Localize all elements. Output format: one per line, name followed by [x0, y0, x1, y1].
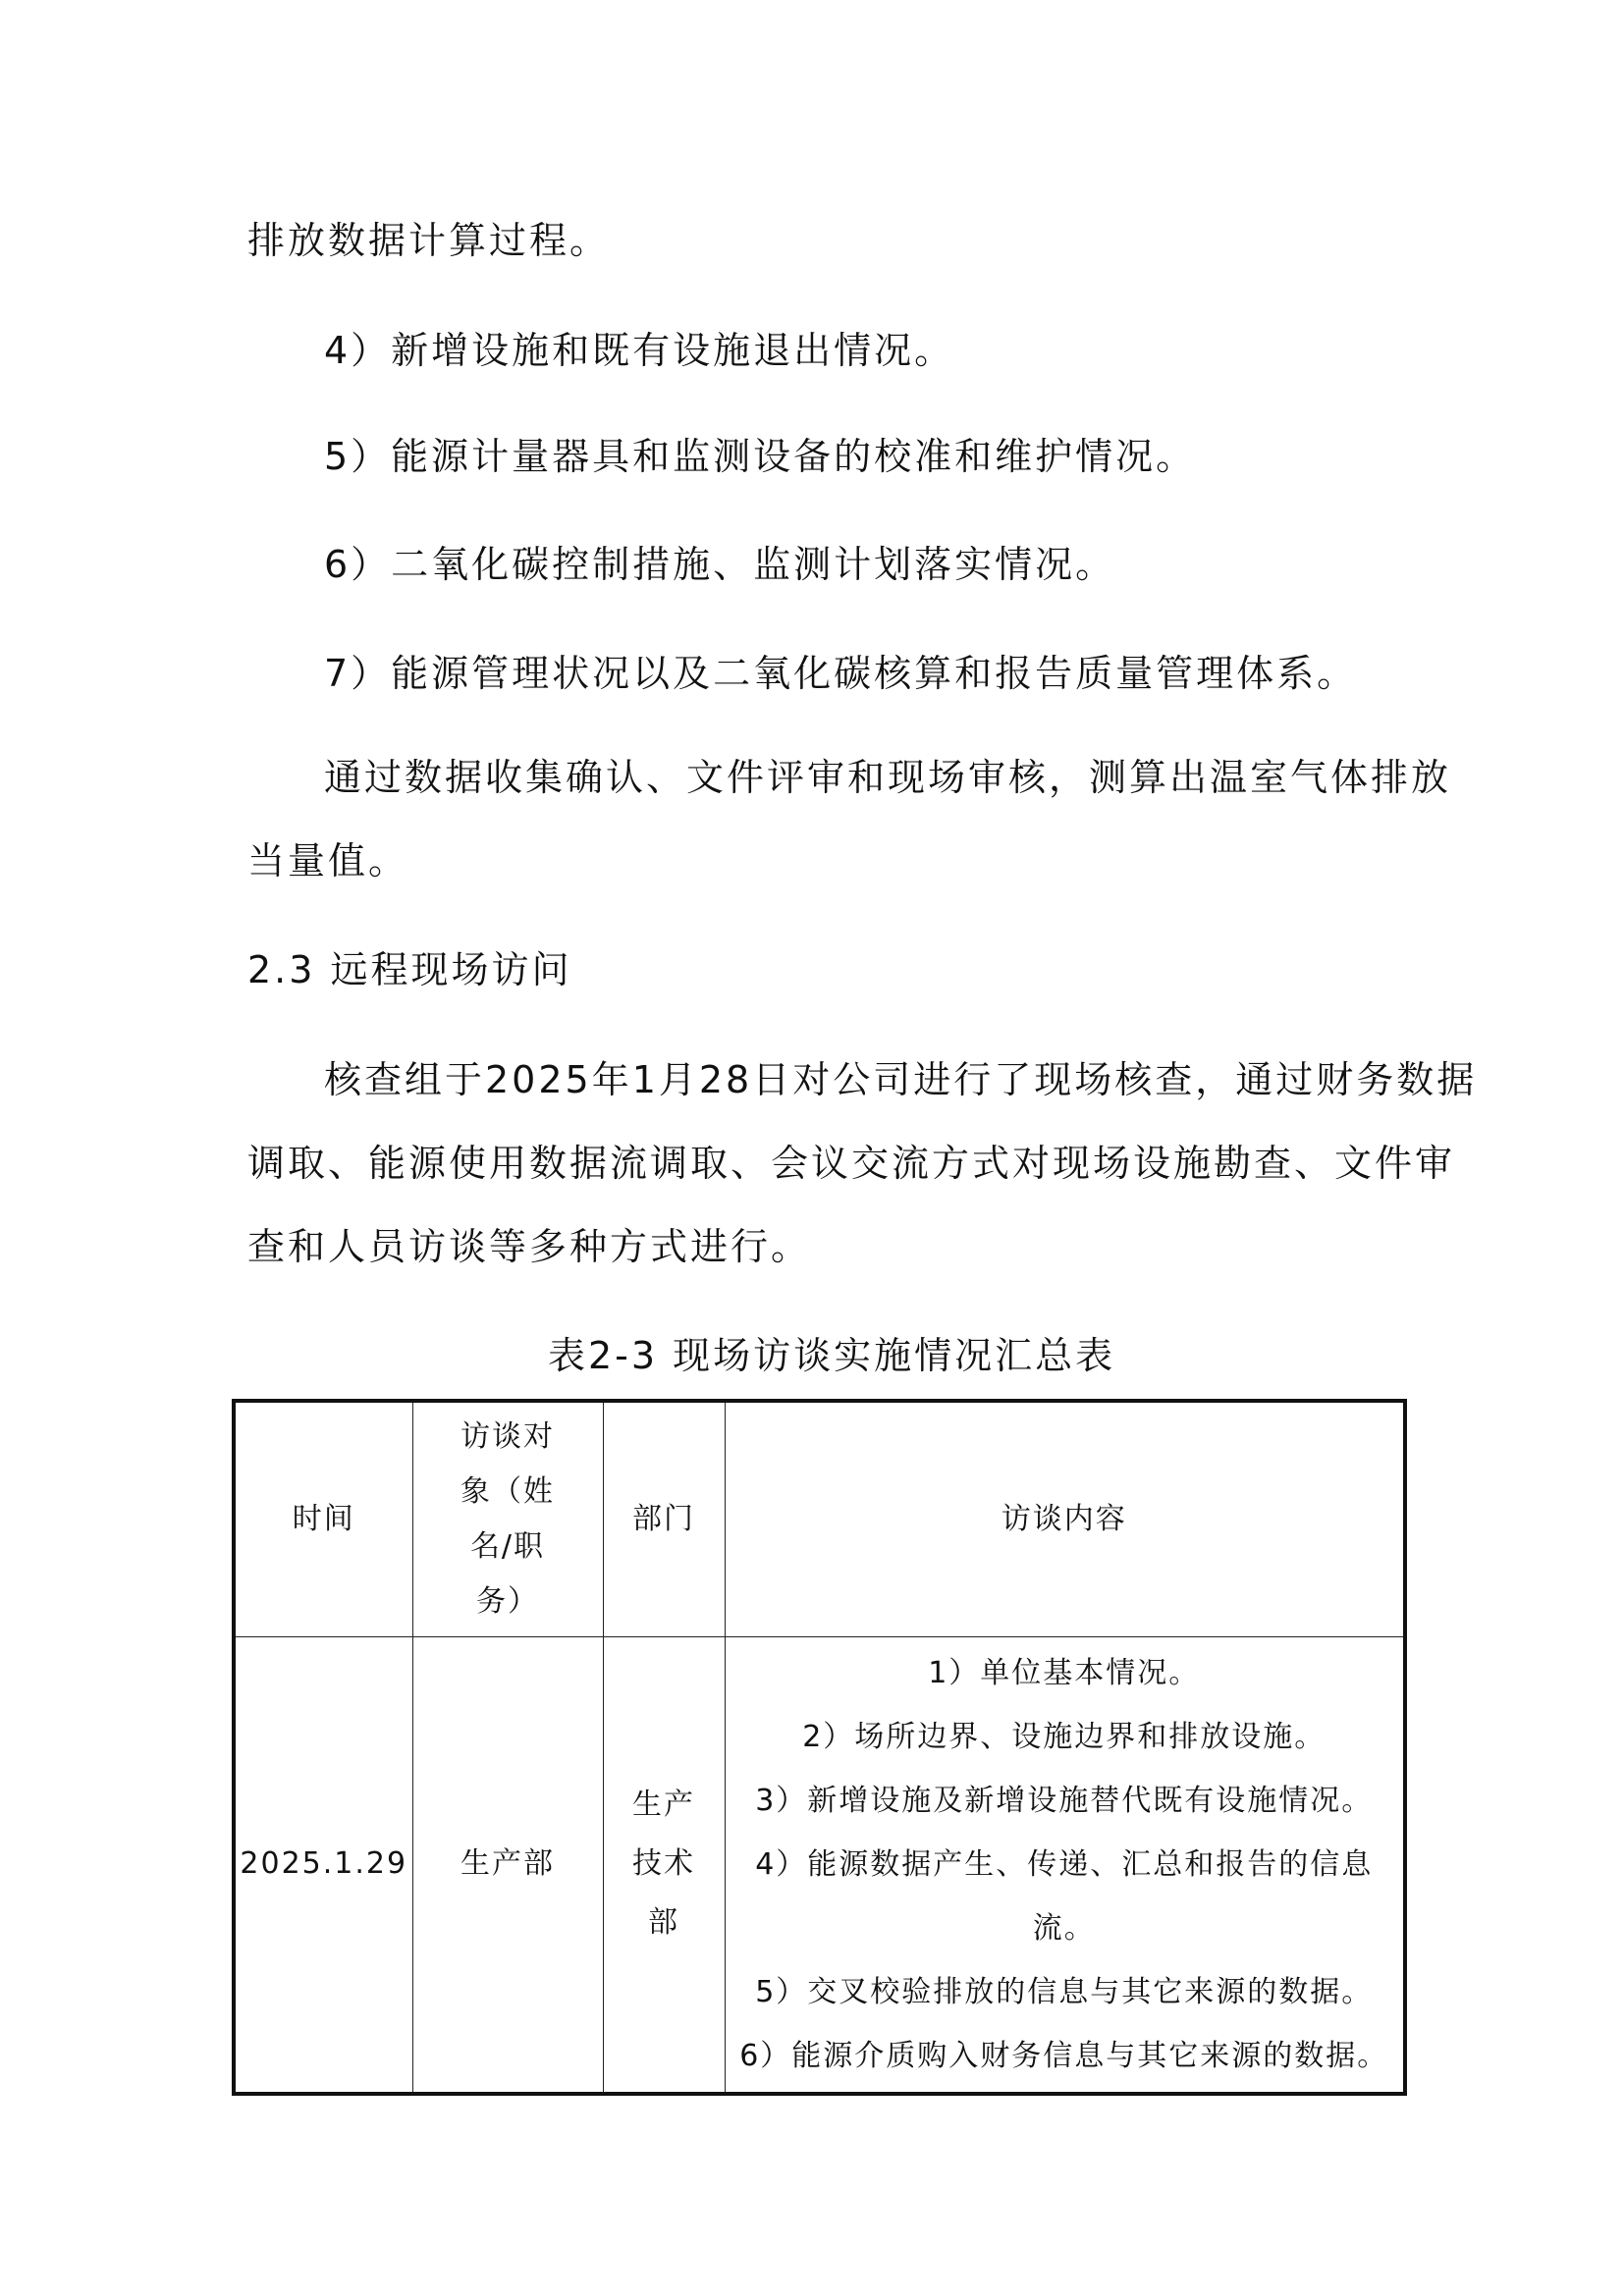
list-item-6: 6）二氧化碳控制措施、监测计划落实情况。: [324, 543, 1116, 586]
cell-content: [725, 1636, 1405, 2094]
interview-summary-table: [232, 1399, 1407, 2096]
header-department-label: 部门: [632, 1501, 695, 1536]
content-item-1: 1）单位基本情况。: [928, 1655, 1201, 1690]
table-caption: 表2-3 现场访谈实施情况汇总表: [548, 1334, 1116, 1377]
header-time-label: 时间: [292, 1501, 355, 1536]
paragraph-site-visit-line-3: 查和人员访谈等多种方式进行。: [247, 1225, 812, 1268]
cell-time-value: 2025.1.29: [240, 1846, 408, 1882]
header-time: [234, 1401, 412, 1636]
list-item-5: 5）能源计量器具和监测设备的校准和维护情况。: [324, 435, 1197, 478]
table-row: [234, 1636, 1405, 2094]
content-item-3: 3）新增设施及新增设施替代既有设施情况。: [755, 1783, 1374, 1818]
paragraph-verification-line-2: 当量值。: [247, 839, 409, 882]
cell-interviewee-value: 生产部: [460, 1846, 555, 1882]
paragraph-verification-line-1: 通过数据收集确认、文件评审和现场审核，测算出温室气体排放: [324, 756, 1452, 799]
header-interviewee-label: 访谈对象（姓名/职务）: [460, 1418, 555, 1619]
paragraph-site-visit-line-1: 核查组于2025年1月28日对公司进行了现场核查，通过财务数据: [324, 1058, 1478, 1101]
content-item-5: 5）交叉校验排放的信息与其它来源的数据。: [755, 1974, 1374, 2009]
section-heading: 2.3 远程现场访问: [247, 948, 572, 991]
table-header-row: [234, 1401, 1405, 1636]
content-item-6: 6）能源介质购入财务信息与其它来源的数据。: [739, 2038, 1389, 2073]
cell-department: [603, 1636, 725, 2094]
header-content-label: 访谈内容: [1001, 1501, 1127, 1536]
header-department: [603, 1401, 725, 1636]
cell-department-value: 生产技术部: [632, 1788, 695, 1941]
content-item-4: 4）能源数据产生、传递、汇总和报告的信息流。: [755, 1846, 1374, 1946]
paragraph-calculation-process: 排放数据计算过程。: [247, 219, 611, 262]
paragraph-site-visit-line-2: 调取、能源使用数据流调取、会议交流方式对现场设施勘查、文件审: [247, 1142, 1456, 1185]
content-item-2: 2）场所边界、设施边界和排放设施。: [802, 1719, 1326, 1754]
header-content: [725, 1401, 1405, 1636]
cell-interviewee: [412, 1636, 603, 2094]
cell-time: [234, 1636, 412, 2094]
list-item-4: 4）新增设施和既有设施退出情况。: [324, 329, 955, 372]
header-interviewee: [412, 1401, 603, 1636]
list-item-7: 7）能源管理状况以及二氧化碳核算和报告质量管理体系。: [324, 652, 1358, 695]
